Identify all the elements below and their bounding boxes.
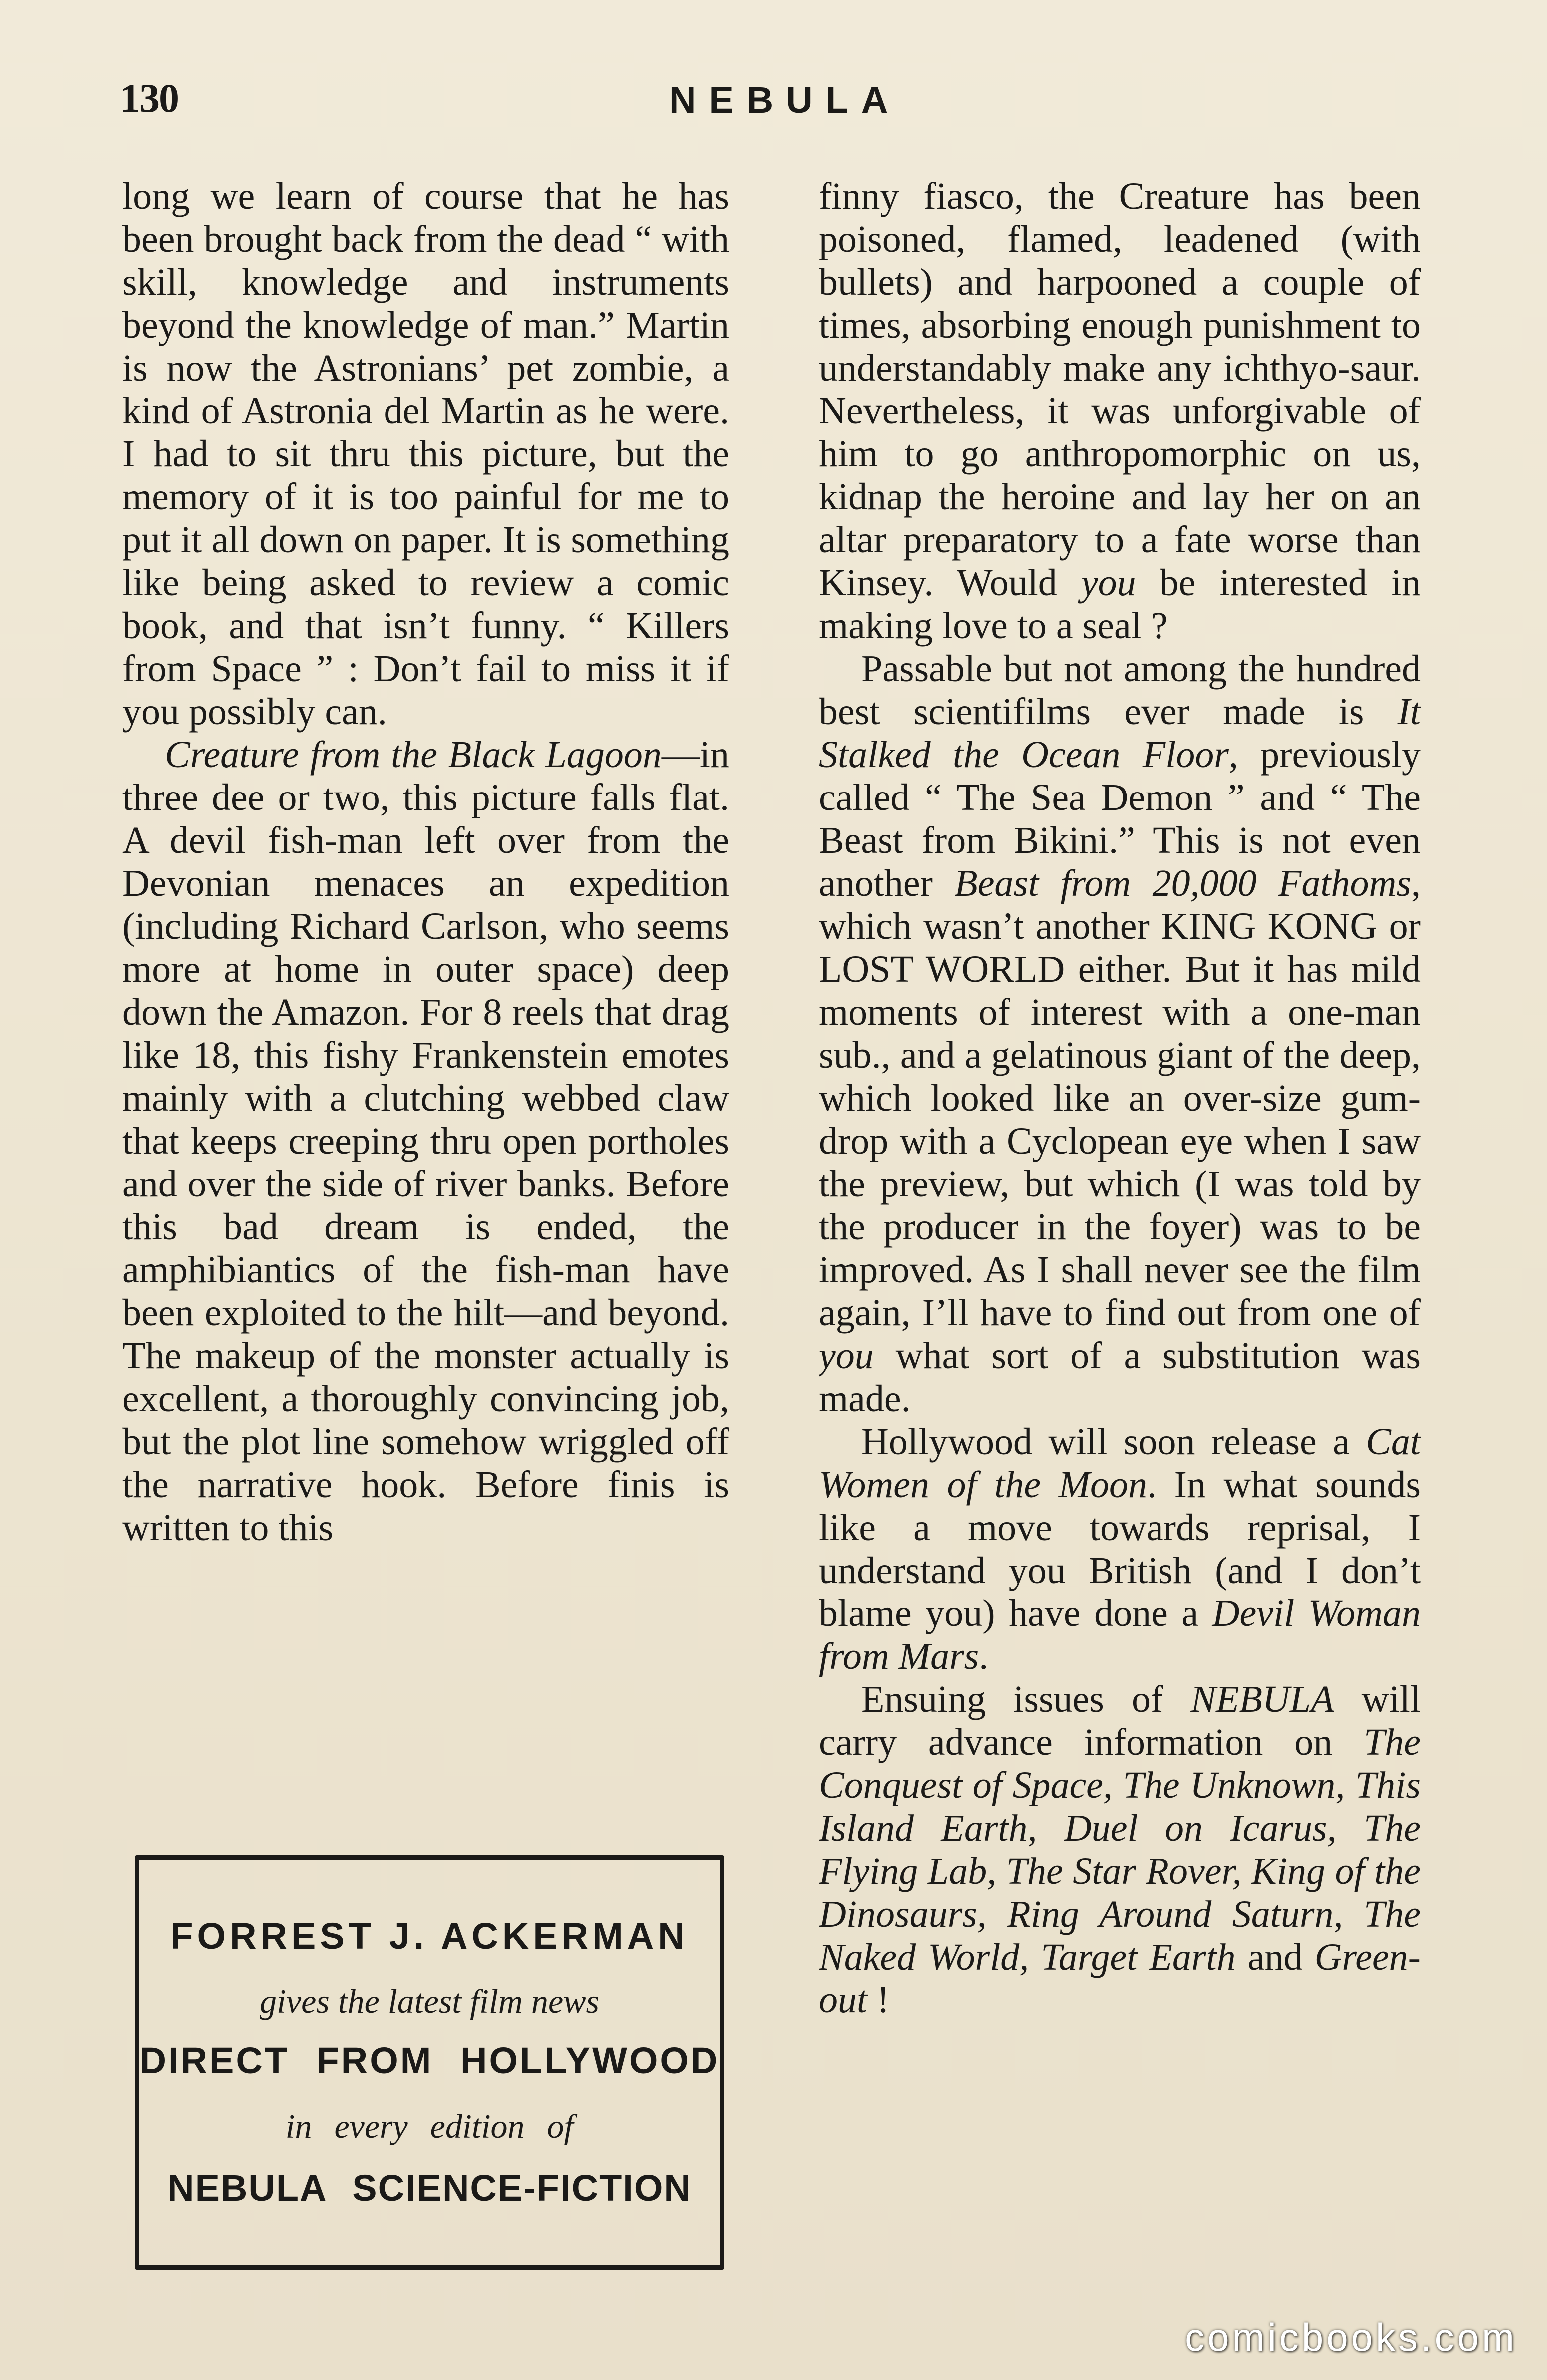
right-paragraph-2 [819, 647, 1421, 1420]
film-title-creature: Creature from the Black Lagoon [165, 734, 662, 776]
ad-edition-line: in every edition of [285, 2107, 574, 2145]
ad-author-name: FORREST J. ACKERMAN [170, 1915, 689, 1957]
ad-direct-line: DIRECT FROM HOLLYWOOD [139, 2040, 720, 2081]
text-run: what sort of a substitution was made. [819, 1335, 1421, 1420]
text-run: Passable but not among the hundred best scientifilms ever made is [819, 648, 1421, 733]
text-run: . [979, 1635, 989, 1677]
text-run: Hollywood will soon release a [861, 1421, 1366, 1463]
ad-magazine-name: NEBULA SCIENCE-FICTION [167, 2167, 692, 2209]
text-run: . In what sounds like a move towards reprisal, I understand you British (and I don’t blame you) have done a [819, 1464, 1421, 1634]
text-run: , previously called “ The Sea Demon ” and “ The Beast from Bikini.” This is not even another [819, 734, 1421, 904]
ad-tagline: gives the latest film news [260, 1983, 599, 2020]
magazine-name: NEBULA [1190, 1678, 1334, 1720]
left-column [122, 175, 729, 1793]
film-title: Cat Women of the Moon [819, 1421, 1421, 1506]
film-title: Green-out [819, 1936, 1421, 2021]
text-run: will carry advance information on [819, 1678, 1421, 1763]
emphasis: you [819, 1335, 874, 1377]
left-paragraph-2-text: —in three dee or two, this picture falls flat. A devil fish-man left over from the Devonian menaces an expedition (including Richard Carlson, who seems more at home in outer space) deep down the Amazon. For 8 reels that drag like 18, this fishy Frankenstein emotes mainly with a clutching webbed claw that keeps creeping thru open portholes and over the side of river banks. Before this bad dream is ended, the amphibiantics of the fish-man have been exploited to the hilt—and beyond. The makeup of the monster actually is excellent, a thoroughly convincing job, but the plot line somehow wriggled off the narrative hook. Before finis is written to this [122, 734, 729, 1549]
film-titles-list: The Conquest of Space, The Unknown, This Island Earth, Duel on Icarus, The Flying Lab, The Star Rover, King of the Dinosaurs, Ring Around Saturn, The Naked World, Target Earth [819, 1721, 1421, 1978]
running-title: NEBULA [669, 79, 901, 121]
text-run: , which wasn’t another KING KONG or LOST WORLD either. But it has mild moments of interest with a one-man sub., and a gelatinous giant of the deep, which looked like an over-size gum-drop with a Cyclopean eye when I saw the preview, but which (I was told by the producer in the foyer) was to be improved. As I shall never see the film again, I’ll have to find out from one of [819, 862, 1421, 1334]
text-run: Ensuing issues of [861, 1678, 1191, 1720]
film-title: It Stalked the Ocean Floor [819, 691, 1421, 776]
film-title: Devil Woman from Mars [819, 1592, 1421, 1677]
text-run: and [1235, 1936, 1315, 1978]
text-run: finny fiasco, the Creature has been poisoned, flamed, leadened (with bullets) and harpooned a couple of times, absorbing enough punishment to understandably make any ichthyo-saur. Nevertheless, it was unforgivable of him to go anthropomorphic on us, kidnap the heroine and lay her on an altar preparatory to a fate worse than Kinsey. Would [819, 175, 1421, 604]
right-paragraph-3 [819, 1420, 1421, 1678]
right-column [819, 175, 1421, 2262]
right-paragraph-1 [819, 175, 1421, 647]
page-number: 130 [120, 75, 178, 121]
text-run: be interested in making love to a seal ? [819, 562, 1421, 647]
advertisement-box [135, 1855, 724, 2270]
film-title: Beast from 20,000 Fathoms [954, 862, 1411, 904]
site-watermark: comicbooks.com [1185, 2315, 1517, 2359]
left-paragraph-1: long we learn of course that he has been brought back from the dead “ with skill, knowledge and instruments beyond the knowledge of man.” Martin is now the Astronians’ pet zombie, a kind of Astronia del Martin as he were. I had to sit thru this picture, but the memory of it is too painful for me to put it all down on paper. It is something like being asked to review a comic book, and that isn’t funny. “ Killers from Space ” : Don’t fail to miss it if you possibly can. [122, 175, 729, 733]
page-header [0, 75, 1547, 135]
right-paragraph-4 [819, 1678, 1421, 2021]
emphasis: you [1081, 562, 1136, 604]
text-run: ! [867, 1979, 890, 2021]
left-paragraph-2 [122, 733, 729, 1549]
